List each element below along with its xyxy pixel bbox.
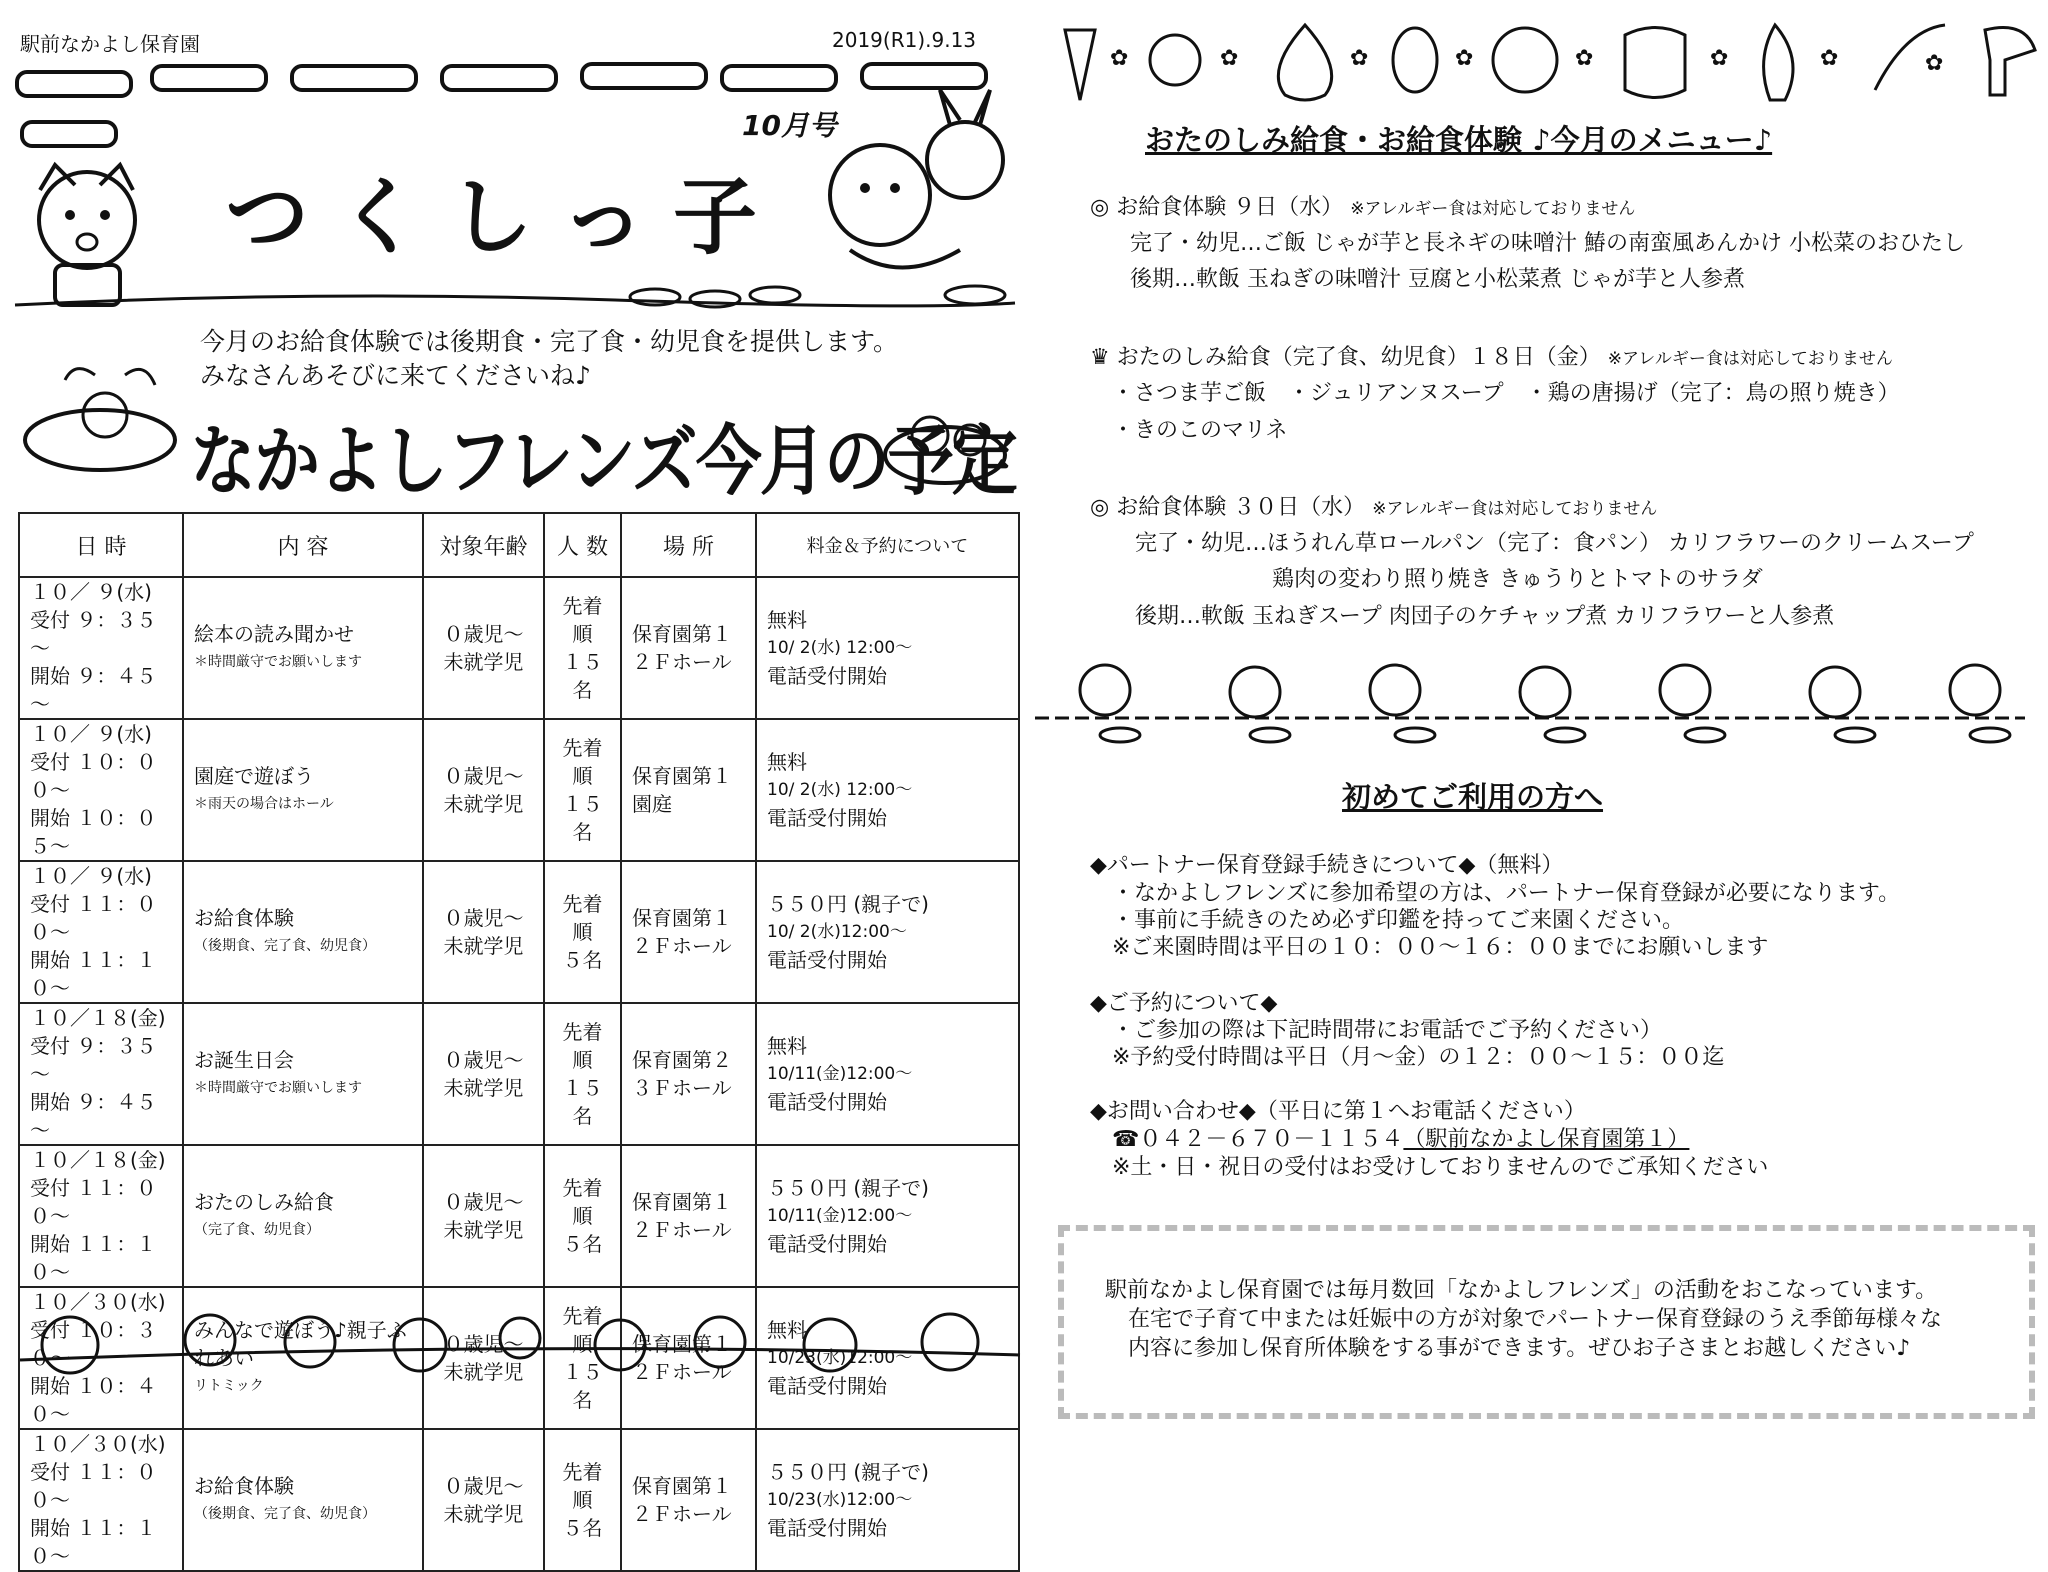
cell-capacity <box>544 1145 621 1287</box>
reservation-method: 電話受付開始 <box>767 1232 887 1256</box>
reservation-start: 10/ 2(水) 12:00～ <box>767 780 913 800</box>
reservation-line-1: ・ご参加の際は下記時間帯にお電話でご予約ください） <box>1112 1018 1663 1043</box>
header-fee: 料金＆予約について <box>756 513 1019 577</box>
cell-content <box>183 1429 423 1571</box>
capacity-rule: 先着順 <box>562 594 603 646</box>
event-name: みんなで遊ぼう♪親子ふれあい <box>194 1318 407 1370</box>
age-from: ０歳児～ <box>443 1332 524 1356</box>
cell-age <box>423 861 544 1003</box>
fee: 無料 <box>767 1318 807 1342</box>
reservation-start: 10/23(水)12:00～ <box>767 1348 913 1368</box>
phone-number: ☎０４２－６７０－１１５４ <box>1112 1127 1404 1152</box>
place-room: ３Ｆホール <box>632 1076 732 1100</box>
menu-b3-title <box>1090 490 1657 521</box>
ground-line-decoration <box>15 285 1015 315</box>
cell-capacity <box>544 1003 621 1145</box>
age-from: ０歳児～ <box>443 906 524 930</box>
event-date: １０／１８(金) <box>30 1148 166 1172</box>
intro-line-2: みなさんあそびに来てくださいね♪ <box>200 361 591 390</box>
start-time: 開始 １１：１０～ <box>30 1516 157 1568</box>
cell-capacity <box>544 577 621 719</box>
cell-datetime <box>19 861 183 1003</box>
schedule-row <box>19 1429 1019 1571</box>
capacity-count: ５名 <box>562 1516 603 1540</box>
age-to: 未就学児 <box>443 650 524 674</box>
menu-b1-line-2: 後期…軟飯 玉ねぎの味噌汁 豆腐と小松菜煮 じゃが芋と人参煮 <box>1130 267 1745 292</box>
capacity-count: １５名 <box>562 792 603 844</box>
cell-fee <box>756 1145 1019 1287</box>
schedule-table <box>18 512 1020 1572</box>
age-from: ０歳児～ <box>443 1190 524 1214</box>
age-from: ０歳児～ <box>443 1474 524 1498</box>
event-date: １０／１８(金) <box>30 1006 166 1030</box>
menu-b1-line-1: 完了・幼児…ご飯 じゃが芋と長ネギの味噌汁 鰆の南蛮風あんかけ 小松菜のおひたし <box>1130 231 1965 256</box>
header-content: 内 容 <box>183 513 423 577</box>
capacity-count: １５名 <box>562 650 603 702</box>
svg-text:✿: ✿ <box>1220 46 1239 71</box>
reception-time: 受付 １０：００～ <box>30 750 157 802</box>
event-date: １０／ ９(水) <box>30 722 152 746</box>
capacity-rule: 先着順 <box>562 736 603 788</box>
inquiry-title: ◆お問い合わせ◆（平日に第１へお電話ください） <box>1090 1099 1586 1124</box>
issue-label: 10月号 <box>742 109 837 142</box>
reception-time: 受付 １０：３０～ <box>30 1318 157 1370</box>
menu-b3-line-1: 完了・幼児…ほうれん草ロールパン（完了：食パン） カリフラワーのクリームスープ <box>1135 531 1974 556</box>
reservation-line-2: ※予約受付時間は平日（月～金）の１２：００～１５：００迄 <box>1112 1045 1725 1070</box>
cell-age <box>423 1145 544 1287</box>
cell-age <box>423 719 544 861</box>
cell-datetime <box>19 1429 183 1571</box>
cell-content <box>183 719 423 861</box>
reservation-start: 10/11(金)12:00～ <box>767 1206 913 1226</box>
partner-registration-line-3: ※ご来園時間は平日の１０：００～１６：００までにお願いします <box>1112 935 1769 960</box>
intro-line-1: 今月のお給食体験では後期食・完了食・幼児食を提供します。 <box>200 327 899 356</box>
event-note: ＊時間厳守でお願いします <box>194 1080 362 1096</box>
cell-place <box>621 1003 756 1145</box>
age-to: 未就学児 <box>443 1076 524 1100</box>
capacity-count: １５名 <box>562 1076 603 1128</box>
start-time: 開始 １１：１０～ <box>30 948 157 1000</box>
newsletter-title: つくしっ子 <box>225 168 786 266</box>
reception-time: 受付 １１：００～ <box>30 1460 157 1512</box>
animal-characters-illustration <box>810 100 1010 300</box>
cell-capacity <box>544 861 621 1003</box>
place-room: ２Ｆホール <box>632 1360 732 1384</box>
cell-content <box>183 861 423 1003</box>
menu-b3-title-text: ◎ お給食体験 ３０日（水） <box>1090 495 1366 520</box>
event-note: （完了食、幼児食） <box>194 1222 320 1238</box>
header-datetime: 日 時 <box>19 513 183 577</box>
inquiry-line-3: ※土・日・祝日の受付はお受けしておりませんのでご承知ください <box>1112 1155 1769 1180</box>
capacity-rule: 先着順 <box>562 1460 603 1512</box>
cell-age <box>423 1003 544 1145</box>
cell-place <box>621 861 756 1003</box>
event-name: おたのしみ給食 <box>194 1190 334 1214</box>
inquiry-phone <box>1112 1122 1689 1153</box>
capacity-rule: 先着順 <box>562 892 603 944</box>
start-time: 開始 １０：４０～ <box>30 1374 157 1426</box>
reception-time: 受付 １１：００～ <box>30 892 157 944</box>
cell-content <box>183 1145 423 1287</box>
event-note: （後期食、完了食、幼児食） <box>194 938 376 954</box>
cell-place <box>621 577 756 719</box>
place-room: ２Ｆホール <box>632 934 732 958</box>
place-building: 保育園第１ <box>632 906 732 930</box>
header-capacity: 人 数 <box>544 513 621 577</box>
place-building: 保育園第１ <box>632 1332 732 1356</box>
place-building: 保育園第２ <box>632 1048 732 1072</box>
age-to: 未就学児 <box>443 1502 524 1526</box>
cell-fee <box>756 1429 1019 1571</box>
place-building: 保育園第１ <box>632 1474 732 1498</box>
reservation-method: 電話受付開始 <box>767 948 887 972</box>
cell-age <box>423 577 544 719</box>
cell-datetime <box>19 719 183 861</box>
event-date: １０／３０(水) <box>30 1290 166 1314</box>
age-to: 未就学児 <box>443 792 524 816</box>
age-from: ０歳児～ <box>443 622 524 646</box>
age-from: ０歳児～ <box>443 1048 524 1072</box>
issue-date: 2019(R1).9.13 <box>832 28 977 52</box>
event-note: （後期食、完了食、幼児食） <box>194 1506 376 1522</box>
first-time-heading: 初めてご利用の方へ <box>1342 780 1604 814</box>
reception-time: 受付 １１：００～ <box>30 1176 157 1228</box>
age-to: 未就学児 <box>443 1360 524 1384</box>
partner-registration-title: ◆パートナー保育登録手続きについて◆（無料） <box>1090 853 1564 878</box>
event-name: 絵本の読み聞かせ <box>194 622 354 646</box>
schedule-row <box>19 1145 1019 1287</box>
schedule-row <box>19 577 1019 719</box>
reservation-method: 電話受付開始 <box>767 1090 887 1114</box>
start-time: 開始 ９：４５～ <box>30 664 157 716</box>
about-line-2: 在宅で子育て中または妊娠中の方が対象でパートナー保育登録のうえ季節毎様々な <box>1128 1307 1943 1332</box>
cell-fee <box>756 1003 1019 1145</box>
capacity-count: １５名 <box>562 1360 603 1412</box>
menu-b3-line-3: 後期…軟飯 玉ねぎスープ 肉団子のケチャップ煮 カリフラワーと人参煮 <box>1135 604 1835 629</box>
sweet-potato-illustration <box>15 360 185 480</box>
reservation-start: 10/23(水)12:00～ <box>767 1490 913 1510</box>
capacity-rule: 先着順 <box>562 1176 603 1228</box>
menu-b3-line-2: 鶏肉の変わり照り焼き きゅうりとトマトのサラダ <box>1272 567 1763 592</box>
reservation-start: 10/ 2(水)12:00～ <box>767 922 907 942</box>
event-date: １０／３０(水) <box>30 1432 166 1456</box>
partner-registration-line-2: ・事前に手続きのため必ず印鑑を持ってご来園ください。 <box>1112 908 1685 933</box>
menu-b2-line-1: ・さつま芋ご飯 ・ジュリアンヌスープ ・鶏の唐揚げ（完了：鳥の照り焼き） <box>1112 381 1900 406</box>
capacity-count: ５名 <box>562 948 603 972</box>
reservation-method: 電話受付開始 <box>767 664 887 688</box>
age-to: 未就学児 <box>443 934 524 958</box>
fee: ５５０円 (親子で) <box>767 892 929 916</box>
menu-b2-title-text: ♛ おたのしみ給食（完了食、幼児食）１８日（金） <box>1090 345 1601 370</box>
capacity-count: ５名 <box>562 1232 603 1256</box>
svg-text:✿: ✿ <box>1575 46 1594 71</box>
reservation-method: 電話受付開始 <box>767 1516 887 1540</box>
cell-place <box>621 719 756 861</box>
fee: 無料 <box>767 750 807 774</box>
cell-capacity <box>544 1429 621 1571</box>
event-note: ＊時間厳守でお願いします <box>194 654 362 670</box>
reception-time: 受付 ９：３５～ <box>30 608 157 660</box>
reservation-method: 電話受付開始 <box>767 806 887 830</box>
org-name: 駅前なかよし保育園 <box>20 32 200 56</box>
menu-b2-line-2: ・きのこのマリネ <box>1112 418 1288 443</box>
start-time: 開始 １１：１０～ <box>30 1232 157 1284</box>
reservation-start: 10/ 2(水) 12:00～ <box>767 638 913 658</box>
header-place: 場 所 <box>621 513 756 577</box>
schedule-row <box>19 861 1019 1003</box>
event-name: お誕生日会 <box>194 1048 294 1072</box>
place-room: ２Ｆホール <box>632 650 732 674</box>
menu-b2-title <box>1090 340 1893 371</box>
cell-fee <box>756 719 1019 861</box>
place-building: 保育園第１ <box>632 622 732 646</box>
svg-text:✿: ✿ <box>1820 46 1839 71</box>
fee: 無料 <box>767 608 807 632</box>
cell-capacity <box>544 719 621 861</box>
cell-place <box>621 1145 756 1287</box>
reception-time: 受付 ９：３５～ <box>30 1034 157 1086</box>
svg-text:✿: ✿ <box>1350 46 1369 71</box>
event-name: お給食体験 <box>194 1474 294 1498</box>
place-room: 園庭 <box>632 792 672 816</box>
capacity-rule: 先着順 <box>562 1304 603 1356</box>
cell-content <box>183 577 423 719</box>
cell-datetime <box>19 1003 183 1145</box>
place-room: ２Ｆホール <box>632 1218 732 1242</box>
partner-registration-line-1: ・なかよしフレンズに参加希望の方は、パートナー保育登録が必要になります。 <box>1112 881 1901 906</box>
menu-heading: おたのしみ給食・お給食体験 ♪今月のメニュー♪ <box>1145 123 1773 157</box>
event-name: お給食体験 <box>194 906 294 930</box>
cell-place <box>621 1429 756 1571</box>
phone-place: （駅前なかよし保育園第１） <box>1403 1127 1690 1152</box>
fee: ５５０円 (親子で) <box>767 1460 929 1484</box>
animal-parade-illustration <box>20 1300 1020 1395</box>
children-eating-illustration <box>1035 660 2025 755</box>
menu-b1-title-text: ◎ お給食体験 ９日（水） <box>1090 195 1344 220</box>
svg-text:✿: ✿ <box>1710 46 1729 71</box>
event-note: リトミック <box>194 1378 264 1394</box>
age-to: 未就学児 <box>443 1218 524 1242</box>
mole-illustration <box>875 390 1015 490</box>
about-line-1: 駅前なかよし保育園では毎月数回「なかよしフレンズ」の活動をおこなっています。 <box>1105 1278 1938 1303</box>
header-age: 対象年齢 <box>423 513 544 577</box>
cell-fee <box>756 861 1019 1003</box>
place-room: ２Ｆホール <box>632 1502 732 1526</box>
event-note: ＊雨天の場合はホール <box>194 796 334 812</box>
svg-text:✿: ✿ <box>1925 51 1944 76</box>
start-time: 開始 １０：０５～ <box>30 806 157 858</box>
vegetable-characters-border <box>1045 10 2035 105</box>
allergy-note: ※アレルギー食は対応しておりません <box>1372 499 1658 519</box>
about-line-3: 内容に参加し保育所体験をする事ができます。ぜひお子さまとお越しください♪ <box>1128 1336 1911 1361</box>
reservation-method: 電話受付開始 <box>767 1374 887 1398</box>
cell-age <box>423 1429 544 1571</box>
reservation-title: ◆ご予約について◆ <box>1090 991 1278 1016</box>
place-building: 保育園第１ <box>632 1190 732 1214</box>
age-from: ０歳児～ <box>443 764 524 788</box>
fee: ５５０円 (親子で) <box>767 1176 929 1200</box>
allergy-note: ※アレルギー食は対応しておりません <box>1607 349 1893 369</box>
place-building: 保育園第１ <box>632 764 732 788</box>
schedule-row <box>19 1003 1019 1145</box>
fee: 無料 <box>767 1034 807 1058</box>
svg-text:✿: ✿ <box>1110 46 1129 71</box>
svg-text:✿: ✿ <box>1455 46 1474 71</box>
allergy-note: ※アレルギー食は対応しておりません <box>1350 199 1636 219</box>
menu-b1-title <box>1090 190 1635 221</box>
schedule-row <box>19 719 1019 861</box>
start-time: 開始 ９：４５～ <box>30 1090 157 1142</box>
capacity-rule: 先着順 <box>562 1020 603 1072</box>
friends-title: なかよしフレンズ今月の予定 <box>190 417 1016 506</box>
schedule-header-row <box>19 513 1019 577</box>
cell-datetime <box>19 1145 183 1287</box>
event-date: １０／ ９(水) <box>30 864 152 888</box>
cell-content <box>183 1003 423 1145</box>
cell-datetime <box>19 577 183 719</box>
cell-fee <box>756 577 1019 719</box>
event-name: 園庭で遊ぼう <box>194 764 314 788</box>
reservation-start: 10/11(金)12:00～ <box>767 1064 913 1084</box>
event-date: １０／ ９(水) <box>30 580 152 604</box>
